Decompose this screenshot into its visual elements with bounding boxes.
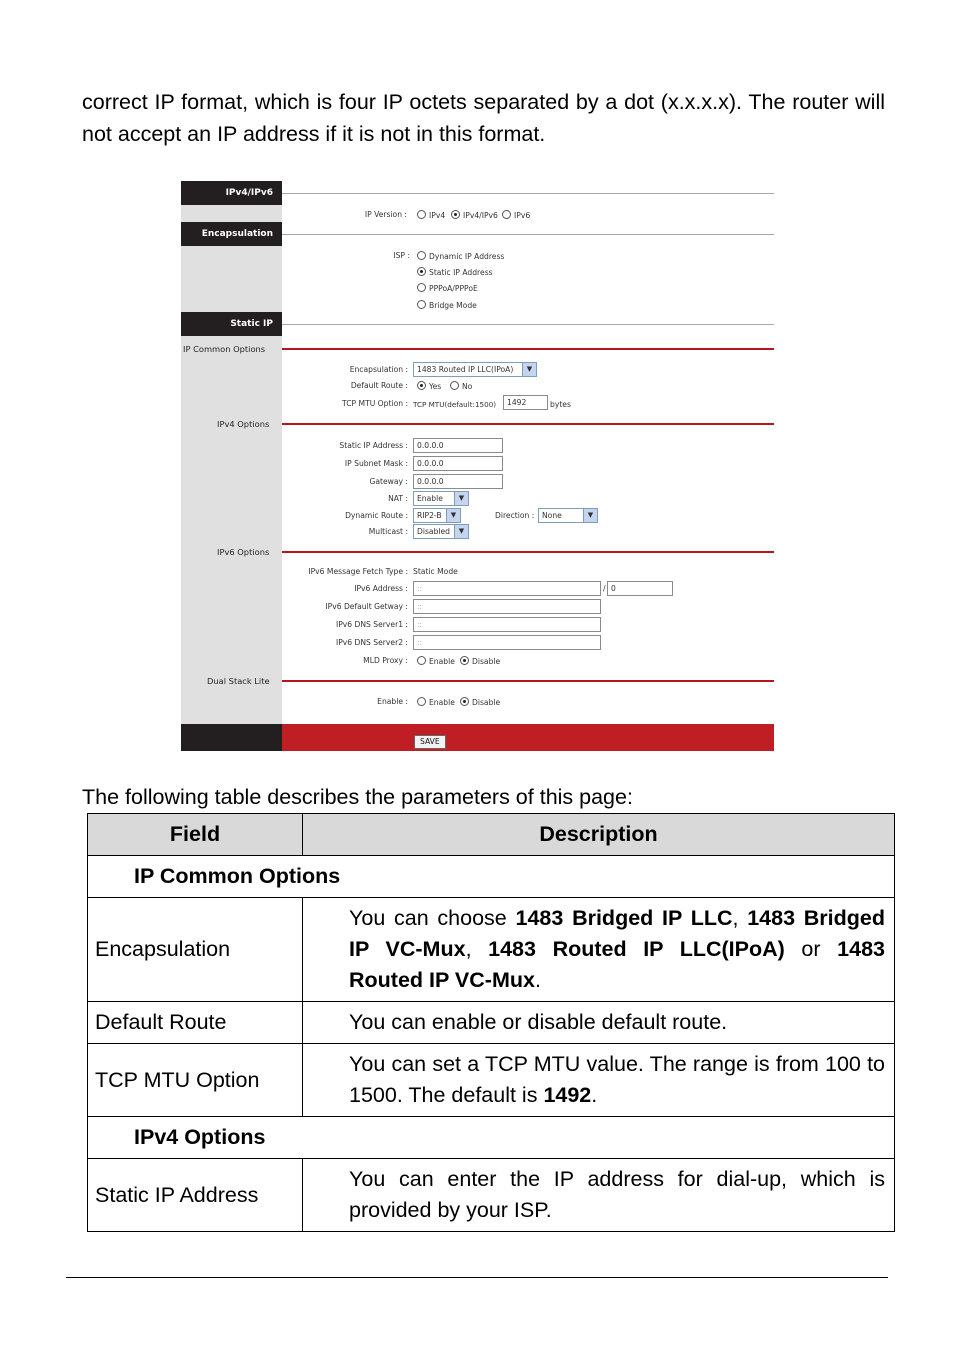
- chevron-down-icon: ▼: [454, 525, 468, 538]
- radio-ipv4[interactable]: [417, 210, 426, 219]
- direction-label: Direction :: [495, 511, 535, 520]
- field-cell: Static IP Address: [88, 1159, 303, 1232]
- column-header-field: Field: [88, 814, 303, 856]
- ip-version-label: IP Version :: [364, 210, 407, 219]
- header-static-ip: Static IP: [181, 312, 282, 336]
- radio-dslite-enable[interactable]: [417, 697, 426, 706]
- field-cell: Encapsulation: [88, 898, 303, 1002]
- radio-dynamic-ip[interactable]: [417, 251, 426, 260]
- radio-bridge[interactable]: [417, 300, 426, 309]
- field-cell: Default Route: [88, 1002, 303, 1044]
- radio-default-route-no[interactable]: [450, 381, 459, 390]
- divider: [282, 324, 774, 325]
- red-divider: [282, 551, 774, 553]
- tcp-mtu-input[interactable]: 1492: [503, 395, 548, 410]
- tcp-mtu-unit: bytes: [550, 400, 571, 409]
- encap-select[interactable]: [413, 362, 537, 377]
- radio-mld-enable-label: Enable: [429, 657, 455, 666]
- radio-ipv4-label: IPv4: [429, 211, 446, 220]
- radio-pppoa-label: PPPoA/PPPoE: [429, 284, 478, 293]
- desc-bold: 1483 Bridged IP LLC: [515, 906, 733, 930]
- prefix-slash: /: [603, 584, 606, 593]
- red-divider: [282, 423, 774, 425]
- static-ip-label: Static IP Address :: [339, 441, 408, 450]
- desc-bold: 1492: [543, 1083, 592, 1107]
- table-group-row: [88, 856, 895, 898]
- save-button[interactable]: SAVE: [414, 735, 446, 749]
- table-caption: The following table describes the parameters of this page:: [82, 785, 633, 809]
- parameter-table: [87, 813, 895, 1232]
- ipv6-dns1-label: IPv6 DNS Server1 :: [335, 620, 408, 629]
- ipv6-gateway-label: IPv6 Default Getway :: [325, 602, 408, 611]
- radio-mld-disable-label: Disable: [472, 657, 501, 666]
- mld-proxy-label: MLD Proxy :: [363, 656, 408, 665]
- radio-ipv6-label: IPv6: [514, 211, 531, 220]
- footer-bar-left: [181, 724, 282, 751]
- subnet-label: IP Subnet Mask :: [344, 459, 408, 468]
- gateway-input[interactable]: 0.0.0.0: [413, 474, 503, 489]
- red-divider: [282, 680, 774, 682]
- direction-select[interactable]: [538, 508, 598, 523]
- radio-default-route-yes[interactable]: [417, 381, 426, 390]
- header-encapsulation: Encapsulation: [181, 222, 282, 246]
- section-ipv4: IPv4 Options: [217, 419, 270, 429]
- section-ipv6: IPv6 Options: [217, 547, 270, 557]
- desc-text: You can choose: [349, 906, 516, 930]
- divider: [282, 193, 774, 194]
- desc-bold: 1483 Bridged IP VC-Mux: [349, 906, 885, 961]
- radio-dslite-disable-label: Disable: [472, 698, 501, 707]
- header-ipv4ipv6: IPv4/IPv6: [181, 181, 282, 205]
- multicast-select-value: Disabled: [417, 527, 450, 536]
- ipv6-gateway-input[interactable]: ::: [413, 599, 601, 614]
- tcp-mtu-hint: TCP MTU(default:1500): [413, 400, 497, 409]
- radio-dslite-disable[interactable]: [460, 697, 469, 706]
- section-ip-common: IP Common Options: [183, 344, 266, 354]
- table-group-row: [88, 1117, 895, 1159]
- desc-text: ,: [732, 906, 748, 930]
- ipv6-dns2-label: IPv6 DNS Server2 :: [335, 638, 408, 647]
- section-dslite: Dual Stack Lite: [207, 676, 270, 686]
- table-row: [88, 1159, 895, 1232]
- encap-select-value: 1483 Routed IP LLC(IPoA): [417, 365, 514, 374]
- chevron-down-icon: ▼: [454, 492, 468, 505]
- desc-text: .: [591, 1083, 598, 1107]
- table-row: [88, 898, 895, 1002]
- ipv6-dns2-input[interactable]: ::: [413, 635, 601, 650]
- radio-static-ip-label: Static IP Address: [429, 268, 493, 277]
- radio-ipv4ipv6[interactable]: [451, 210, 460, 219]
- description-cell: You can enter the IP address for dial-up, which is provided by your ISP.: [303, 1159, 895, 1232]
- radio-default-route-yes-label: Yes: [429, 382, 442, 391]
- radio-bridge-label: Bridge Mode: [429, 301, 477, 310]
- ipv6-dns1-input[interactable]: ::: [413, 617, 601, 632]
- radio-dslite-enable-label: Enable: [429, 698, 455, 707]
- ipv6-prefix-input[interactable]: 0: [607, 581, 673, 596]
- radio-dynamic-ip-label: Dynamic IP Address: [429, 252, 505, 261]
- description-cell: [303, 898, 895, 1002]
- chevron-down-icon: ▼: [583, 509, 597, 522]
- ipv6-address-label: IPv6 Address :: [354, 584, 408, 593]
- table-row: [88, 1044, 895, 1117]
- radio-ipv6[interactable]: [502, 210, 511, 219]
- nat-select-value: Enable: [417, 494, 443, 503]
- dynamic-route-label: Dynamic Route :: [345, 511, 408, 520]
- description-cell: [303, 1044, 895, 1117]
- subnet-input[interactable]: 0.0.0.0: [413, 456, 503, 471]
- static-ip-input[interactable]: 0.0.0.0: [413, 438, 503, 453]
- radio-static-ip[interactable]: [417, 267, 426, 276]
- red-divider: [282, 348, 774, 350]
- chevron-down-icon: ▼: [522, 363, 536, 376]
- direction-select-value: None: [542, 511, 562, 520]
- radio-mld-enable[interactable]: [417, 656, 426, 665]
- radio-ipv4ipv6-label: IPv4/IPv6: [463, 211, 498, 220]
- desc-bold: 1483 Routed IP LLC(IPoA): [488, 937, 785, 961]
- dynamic-route-select[interactable]: [413, 508, 461, 523]
- ipv6-fetch-value: Static Mode: [413, 567, 458, 576]
- gateway-label: Gateway :: [369, 477, 408, 486]
- desc-text: You can set a TCP MTU value. The range is from 100 to 1500. The default is: [349, 1052, 885, 1107]
- chevron-down-icon: ▼: [446, 509, 460, 522]
- nat-label: NAT :: [388, 494, 408, 503]
- table-row: [88, 1002, 895, 1044]
- desc-text: .: [534, 968, 541, 992]
- tcp-mtu-label: TCP MTU Option :: [342, 399, 408, 408]
- group-ipv4: IPv4 Options: [88, 1117, 895, 1159]
- desc-bold: 1483 Routed IP VC-Mux: [349, 937, 885, 992]
- desc-text: or: [784, 937, 838, 961]
- radio-pppoa[interactable]: [417, 283, 426, 292]
- footer-bar-right: [282, 724, 774, 751]
- field-cell: TCP MTU Option: [88, 1044, 303, 1117]
- multicast-label: Multicast :: [368, 527, 408, 536]
- ipv6-address-input[interactable]: ::: [413, 581, 601, 596]
- isp-label: ISP :: [393, 251, 410, 260]
- multicast-select[interactable]: [413, 524, 469, 539]
- radio-default-route-no-label: No: [462, 382, 473, 391]
- left-column: [181, 181, 282, 751]
- router-config-screenshot: [181, 181, 774, 751]
- divider: [282, 234, 774, 235]
- desc-text: ,: [465, 937, 489, 961]
- dslite-enable-label: Enable :: [377, 697, 408, 706]
- column-header-description: Description: [303, 814, 895, 856]
- footer-rule: [66, 1277, 888, 1278]
- group-ip-common: IP Common Options: [88, 856, 895, 898]
- encap-label: Encapsulation :: [349, 365, 408, 374]
- intro-paragraph: correct IP format, which is four IP octets separated by a dot (x.x.x.x). The router will not accept an IP address if it is not in this format.: [82, 90, 885, 146]
- table-header-row: [88, 814, 895, 856]
- default-route-label: Default Route :: [350, 381, 408, 390]
- ipv6-fetch-label: IPv6 Message Fetch Type :: [308, 567, 408, 576]
- dynamic-route-select-value: RIP2-B: [417, 511, 442, 520]
- description-cell: You can enable or disable default route.: [303, 1002, 895, 1044]
- radio-mld-disable[interactable]: [460, 656, 469, 665]
- nat-select[interactable]: [413, 491, 469, 506]
